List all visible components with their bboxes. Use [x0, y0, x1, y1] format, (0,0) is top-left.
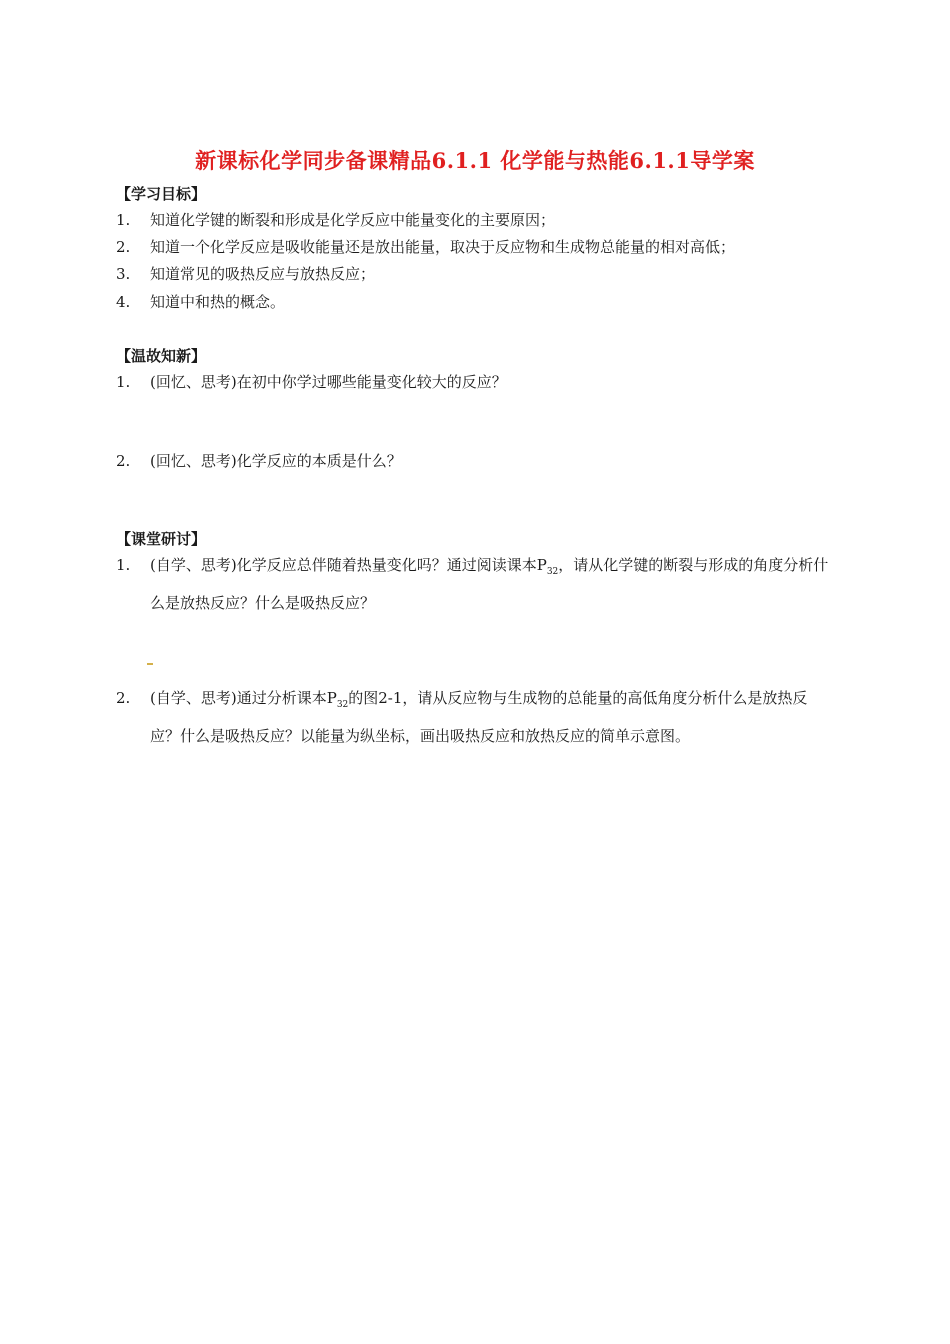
- item-number: 2.: [116, 238, 131, 256]
- item-text: (回忆、思考)化学反应的本质是什么？: [150, 452, 402, 470]
- list-item: [116, 287, 846, 318]
- item-text: 知道中和热的概念。: [150, 293, 286, 311]
- section-heading-discussion: 【课堂研讨】: [116, 530, 207, 548]
- item-text: 知道一个化学反应是吸收能量还是放出能量，取决于反应物和生成物总能量的相对高低；: [150, 238, 736, 256]
- list-item: [116, 259, 846, 290]
- list-item: [116, 446, 846, 477]
- item-text: (回忆、思考)在初中你学过哪些能量变化较大的反应？: [150, 373, 507, 391]
- item-number: 2.: [116, 689, 131, 707]
- stray-mark: [147, 663, 153, 665]
- list-item: [116, 367, 846, 398]
- item-text: (自学、思考)化学反应总伴随着热量变化吗？通过阅读课本$P_{32}$，请从化学键的断裂与形成的角度分析什么是放热反应？什么是吸热反应？: [150, 556, 829, 612]
- section-heading-objectives: 【学习目标】: [116, 185, 207, 203]
- item-number: 4.: [116, 293, 131, 311]
- item-number: 1.: [116, 556, 131, 574]
- document-title: 新课标化学同步备课精品6.1.1 化学能与热能6.1.1导学案: [195, 148, 755, 173]
- item-number: 3.: [116, 265, 131, 283]
- section-heading-review: 【温故知新】: [116, 347, 207, 365]
- item-text: (自学、思考)通过分析课本$P_{32}$的图2-1，请从反应物与生成物的总能量的高低角度分析什么是放热反应？什么是吸热反应？以能量为纵坐标，画出吸热反应和放热反应的简单示意图。: [150, 689, 808, 745]
- item-text: 知道常见的吸热反应与放热反应；: [150, 265, 376, 283]
- item-number: 1.: [116, 211, 131, 229]
- item-text: 知道化学键的断裂和形成是化学反应中能量变化的主要原因；: [150, 211, 556, 229]
- list-item: [116, 683, 836, 752]
- list-item: [116, 550, 836, 619]
- item-number: 2.: [116, 452, 131, 470]
- item-number: 1.: [116, 373, 131, 391]
